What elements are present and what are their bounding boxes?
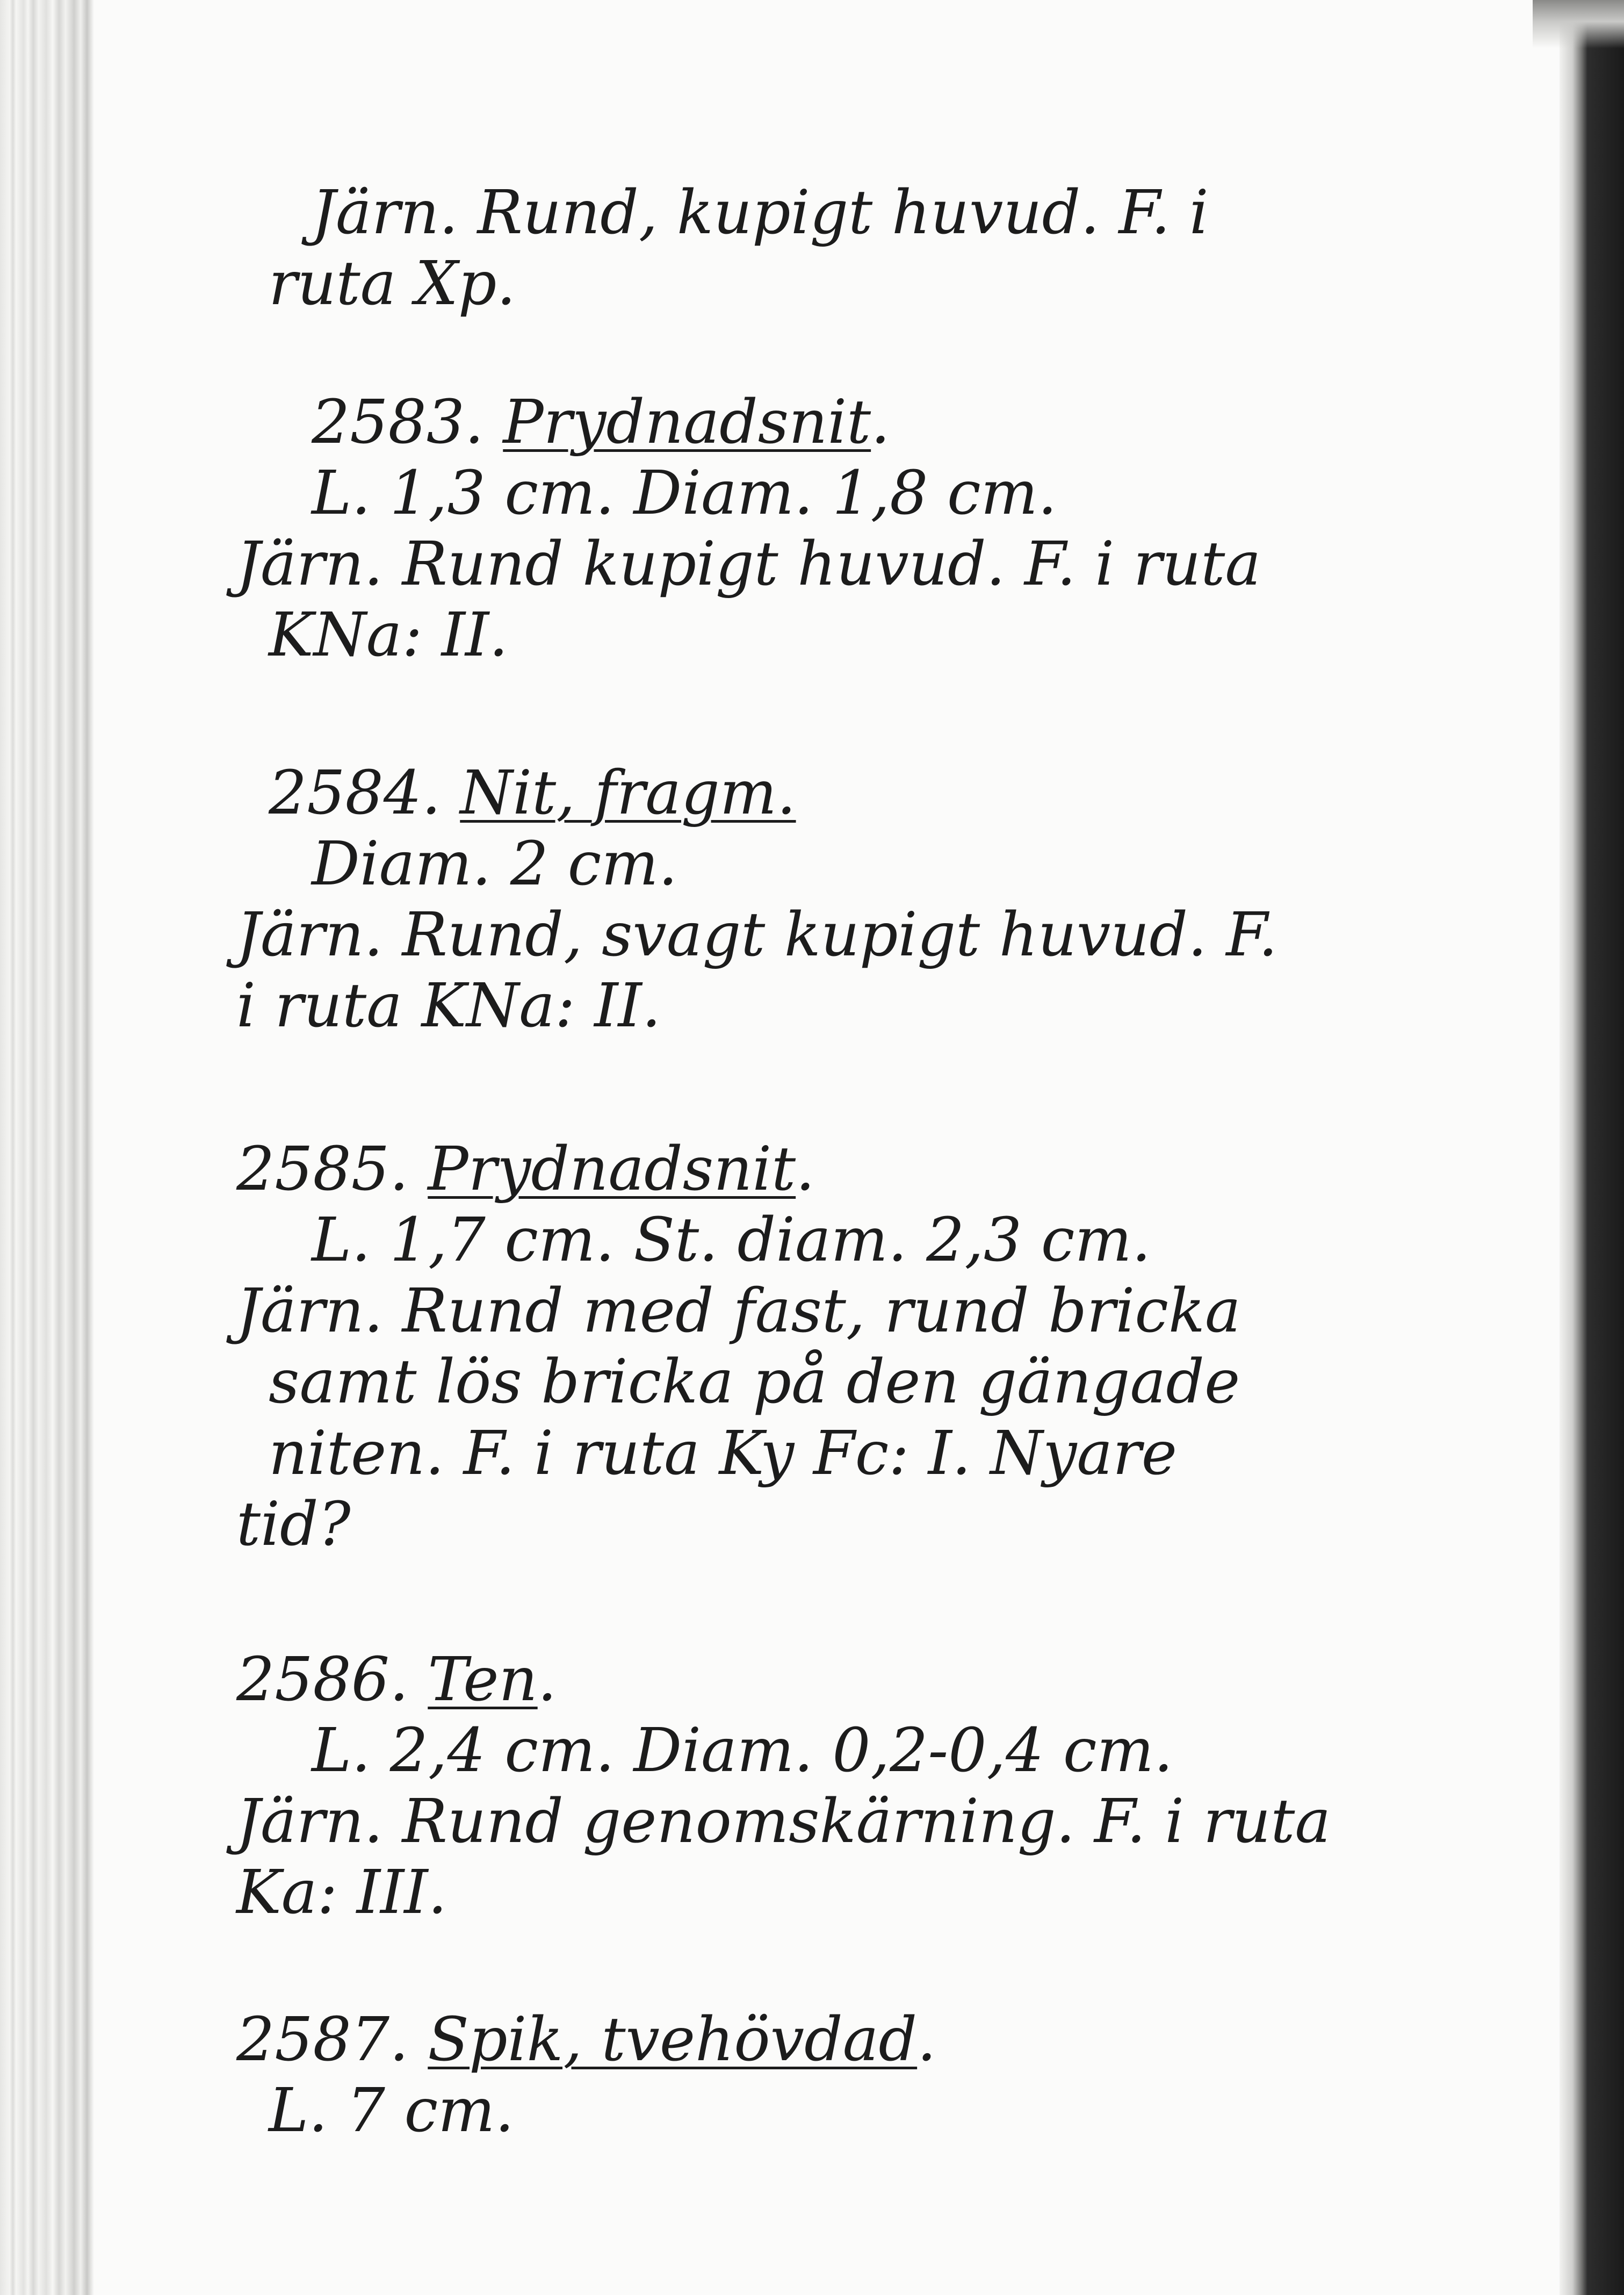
- book-binding-right-edge: [1560, 0, 1624, 2295]
- text-line: niten. F. i ruta Ky Fc: I. Nyare: [269, 1418, 1177, 1488]
- entry-title: Prydnadsnit: [503, 387, 871, 457]
- entry-number: 2585.: [236, 1134, 409, 1204]
- entry-title: Prydnadsnit: [428, 1134, 796, 1204]
- entry-number: 2583.: [312, 387, 484, 457]
- catalogue-entry: [236, 387, 1472, 671]
- text-line: Järn. Rund, kupigt huvud. F. i: [312, 178, 1209, 248]
- text-line: Ka: III.: [236, 1858, 447, 1928]
- entry-heading: [269, 758, 1472, 829]
- text-line: KNa: II.: [269, 600, 508, 671]
- catalogue-entry: [236, 1644, 1472, 1929]
- text-line: L. 7 cm.: [269, 2076, 514, 2146]
- text-line: tid?: [236, 1489, 351, 1559]
- entry-title-end: .: [796, 1134, 815, 1204]
- text-line: Diam. 2 cm.: [312, 829, 678, 900]
- entry-title-end: .: [917, 2005, 936, 2075]
- text-line: ruta Xp.: [269, 249, 516, 319]
- entry-heading: [236, 1644, 1472, 1715]
- catalogue-entry: [236, 2004, 1472, 2146]
- entry-number: 2587.: [236, 2005, 409, 2075]
- entry-number: 2586.: [236, 1645, 409, 1715]
- text-line: Järn. Rund kupigt huvud. F. i ruta: [236, 529, 1261, 600]
- entry-title: Spik, tvehövdad: [428, 2005, 918, 2075]
- entry-number: 2584.: [269, 758, 441, 828]
- continuation-block: [269, 177, 1472, 319]
- page-corner-shadow: [1533, 0, 1624, 48]
- text-line: samt lös bricka på den gängade: [269, 1347, 1240, 1418]
- entry-title-end: .: [537, 1645, 557, 1715]
- entry-heading: [236, 2004, 1472, 2075]
- text-line: L. 1,3 cm. Diam. 1,8 cm.: [312, 458, 1057, 529]
- text-line: L. 2,4 cm. Diam. 0,2-0,4 cm.: [312, 1716, 1173, 1786]
- entry-heading: [269, 387, 1472, 458]
- entry-heading: [236, 1134, 1472, 1205]
- entry-title: Ten: [428, 1645, 538, 1715]
- text-line: Järn. Rund med fast, rund bricka: [236, 1276, 1241, 1347]
- text-line: Järn. Rund genomskärning. F. i ruta: [236, 1787, 1331, 1857]
- text-line: Järn. Rund, svagt kupigt huvud. F.: [236, 900, 1278, 970]
- text-line: i ruta KNa: II.: [236, 971, 661, 1041]
- catalogue-entry: [236, 758, 1472, 1042]
- entry-title: Nit, fragm.: [460, 758, 796, 828]
- catalogue-entry: [236, 1134, 1472, 1560]
- text-line: L. 1,7 cm. St. diam. 2,3 cm.: [312, 1205, 1151, 1276]
- entry-title-end: .: [871, 387, 890, 457]
- book-binding-left-edge: [0, 0, 94, 2295]
